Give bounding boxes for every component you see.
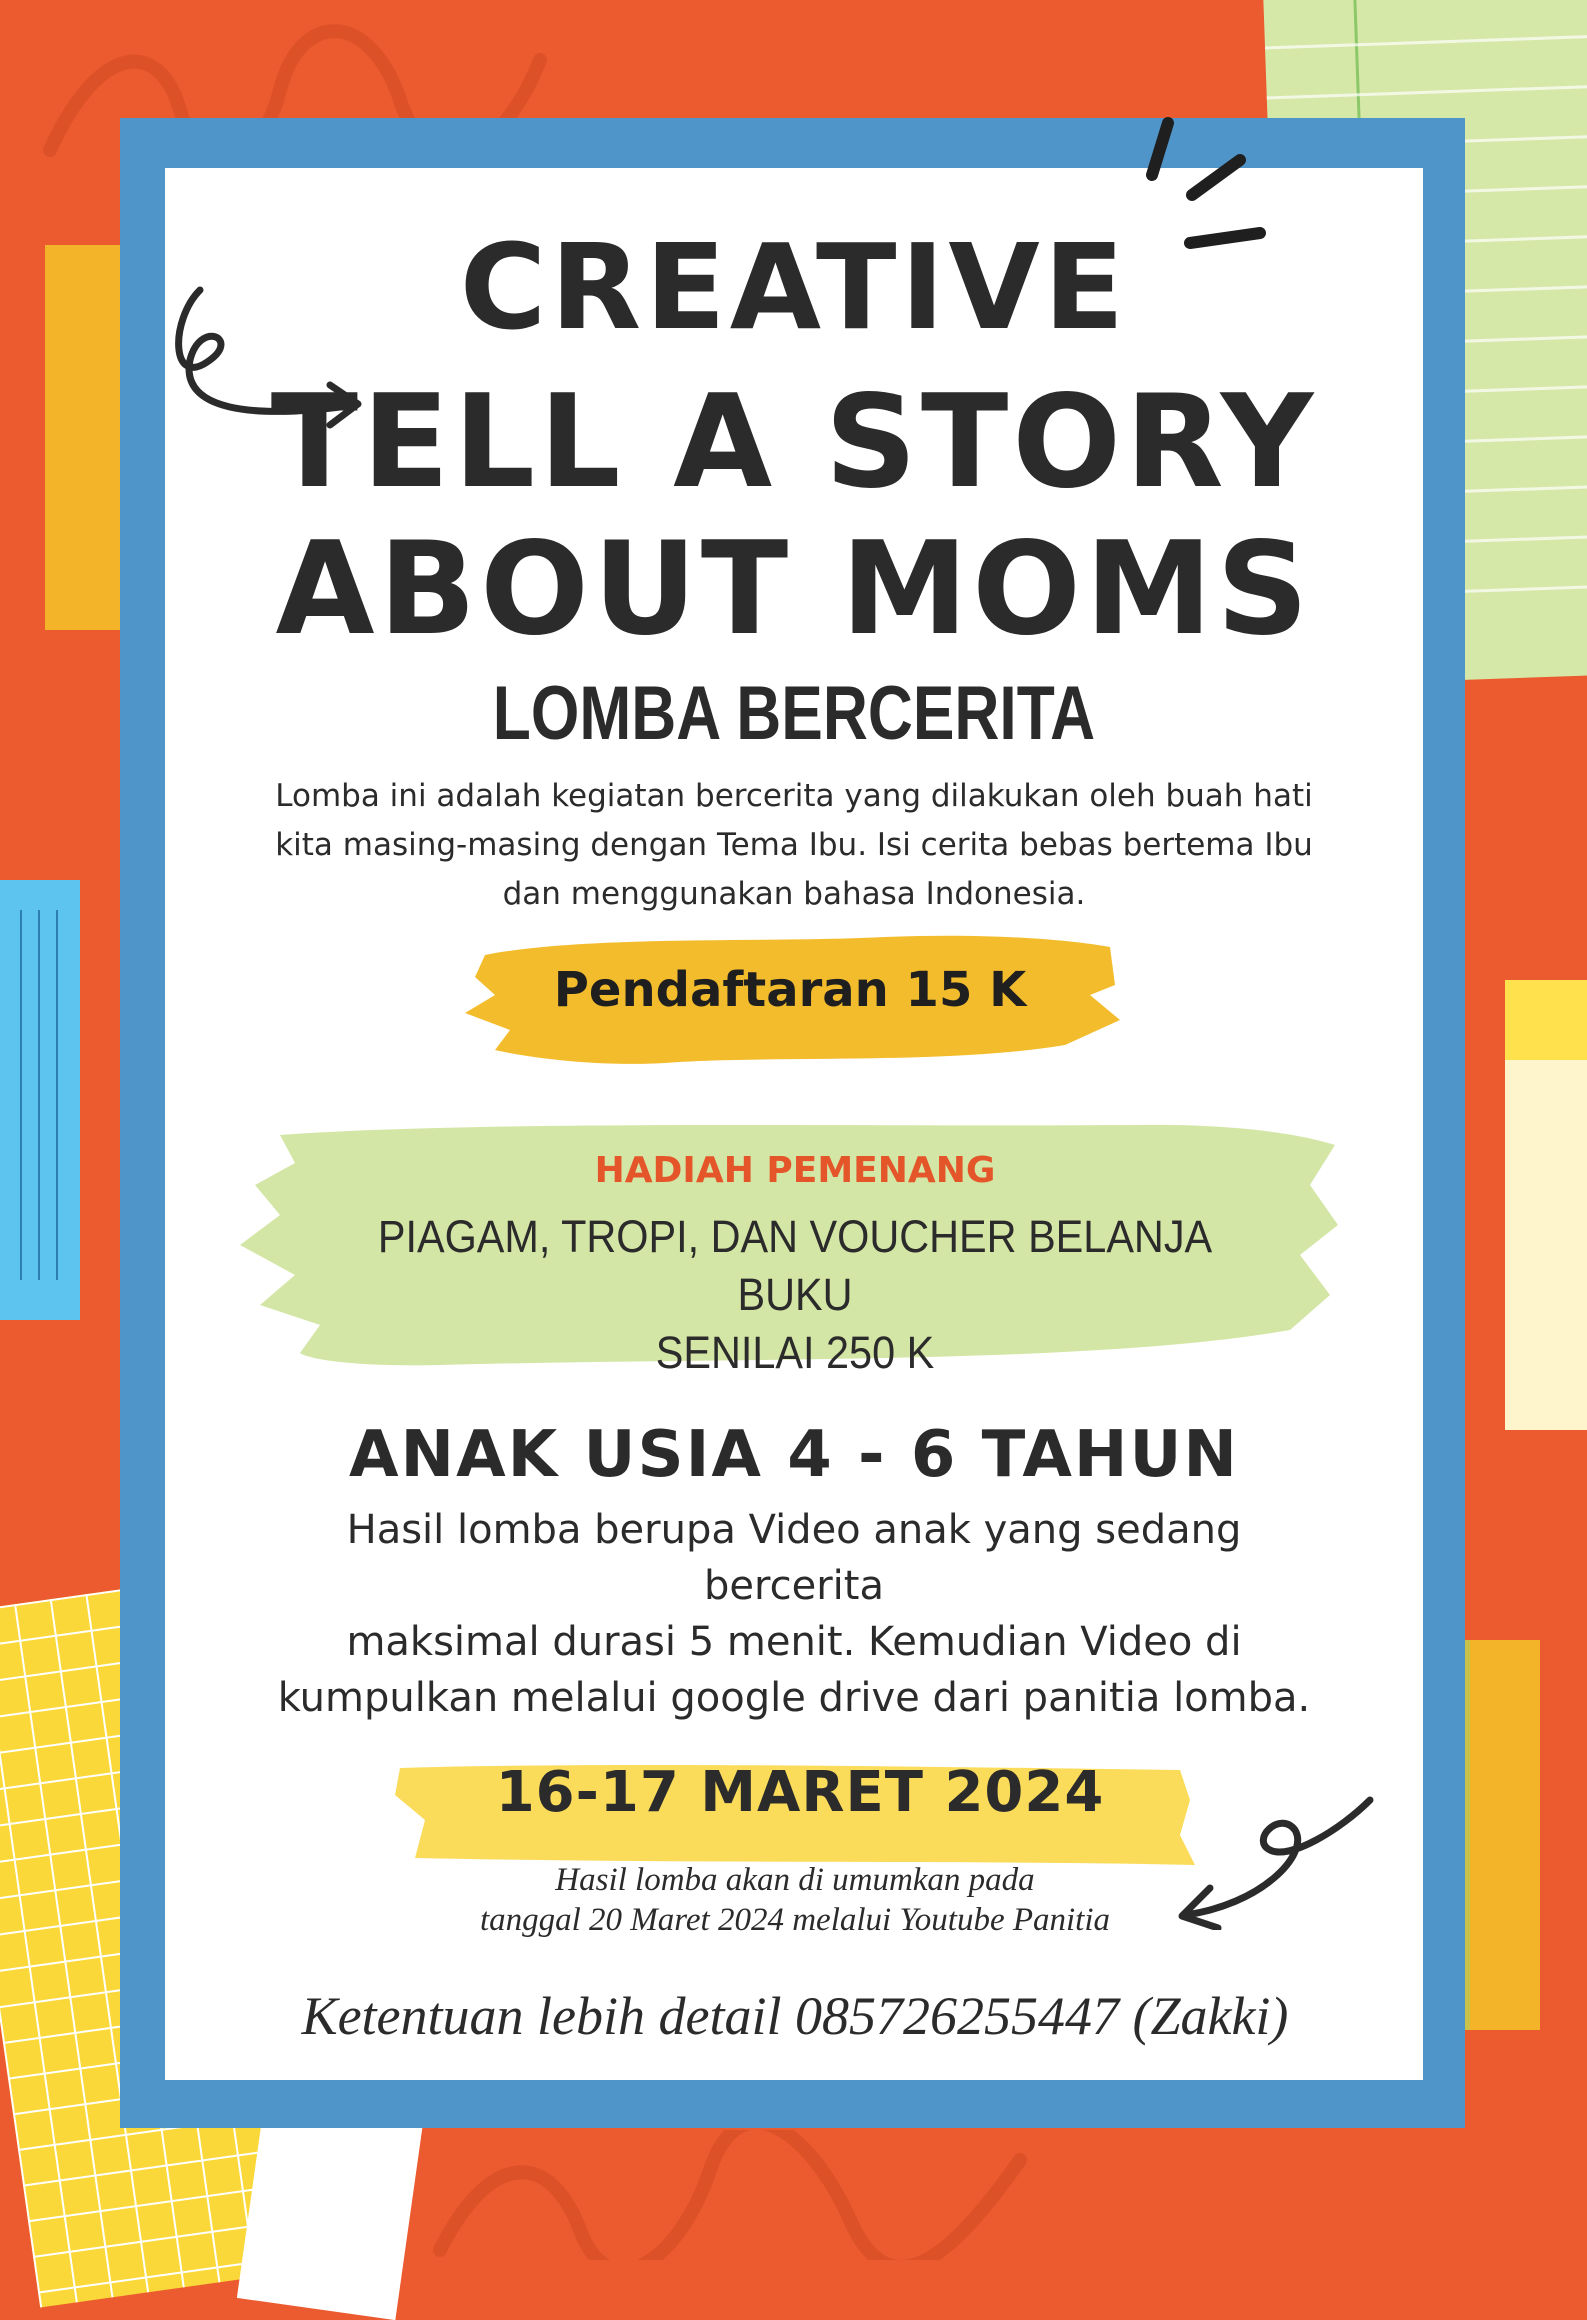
contact-info: Ketentuan lebih detail 085726255447 (Zakki) — [301, 1986, 1289, 2046]
description-line-3: dan menggunakan bahasa Indonesia. — [502, 876, 1086, 912]
submission-line-3: kumpulkan melalui google drive dari panitia lomba. — [277, 1675, 1311, 1721]
title-line-3: ABOUT MOMS — [275, 515, 1313, 664]
title-line-2: TELL A STORY — [270, 368, 1318, 517]
paper-scrap-decoration — [237, 2100, 423, 2320]
submission-info — [260, 1502, 1328, 1726]
background-squiggle-bottom — [430, 2130, 1030, 2260]
yellow-card-decoration — [1505, 980, 1587, 1430]
blue-paper-strip-decoration — [0, 880, 80, 1320]
curly-arrow-left-icon — [1170, 1790, 1380, 1930]
description-line-2: kita masing-masing dengan Tema Ibu. Isi cerita bebas bertema Ibu — [275, 827, 1313, 863]
announcement — [400, 1860, 1190, 1940]
registration-fee: Pendaftaran 15 K — [553, 962, 1027, 1018]
prize-details — [340, 1208, 1251, 1382]
prize-line-1: PIAGAM, TROPI, DAN VOUCHER BELANJA BUKU — [377, 1211, 1213, 1320]
description-line-1: Lomba ini adalah kegiatan bercerita yang dilakukan oleh buah hati — [275, 778, 1313, 814]
event-date: 16-17 MARET 2024 — [495, 1760, 1105, 1825]
prize-line-2: SENILAI 250 K — [655, 1327, 935, 1378]
announcement-line-2: tanggal 20 Maret 2024 melalui Youtube Panitia — [479, 1902, 1111, 1938]
submission-line-2: maksimal durasi 5 menit. Kemudian Video di — [346, 1619, 1242, 1665]
title-line-1: CREATIVE — [459, 218, 1129, 356]
announcement-line-1: Hasil lomba akan di umumkan pada — [555, 1862, 1035, 1898]
submission-line-1: Hasil lomba berupa Video anak yang sedang bercerita — [346, 1507, 1242, 1609]
age-requirement: ANAK USIA 4 - 6 TAHUN — [349, 1418, 1239, 1492]
subtitle: LOMBA BERCERITA — [492, 671, 1096, 756]
description — [270, 772, 1318, 919]
prize-heading: HADIAH PEMENANG — [594, 1150, 996, 1191]
